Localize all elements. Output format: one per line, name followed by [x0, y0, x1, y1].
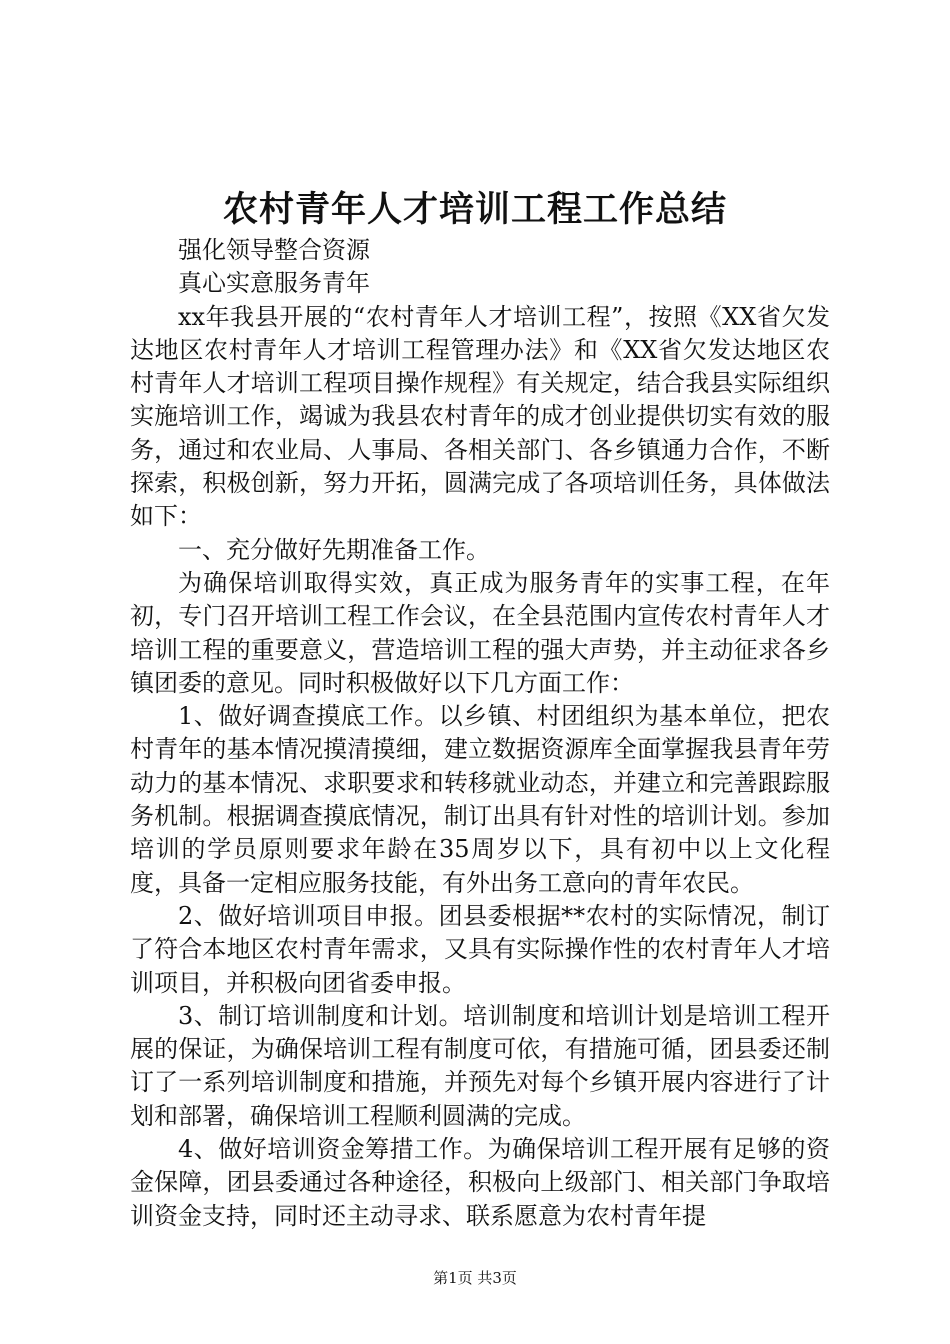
paragraph-preparation: 为确保培训取得实效，真正成为服务青年的实事工程，在年初，专门召开培训工程工作会议，在全县范围内宣传农村青年人才培训工程的重要意义，营造培训工程的强大声势，并主动征求各乡镇团委的意见。同时积极做好以下几方面工作：: [130, 568, 830, 697]
paragraph-item-3: 3、制订培训制度和计划。培训制度和培训计划是培训工程开展的保证，为确保培训工程有制度可依，有措施可循，团县委还制订了一系列培训制度和措施，并预先对每个乡镇开展内容进行了计划和部署，确保培训工程顺利圆满的完成。: [130, 1001, 830, 1130]
subheading-1: 强化领导整合资源: [178, 236, 370, 264]
document-body: [130, 234, 830, 1233]
section-heading-1: 一、充分做好先期准备工作。: [178, 535, 490, 564]
paragraph-item-1: 1、做好调查摸底工作。以乡镇、村团组织为基本单位，把农村青年的基本情况摸清摸细，建立数据资源库全面掌握我县青年劳动力的基本情况、求职要求和转移就业动态，并建立和完善跟踪服务机制。根据调查摸底情况，制订出具有针对性的培训计划。参加培训的学员原则要求年龄在35周岁以下，具有初中以上文化程度，具备一定相应服务技能，有外出务工意向的青年农民。: [130, 702, 830, 897]
page-number: 第1页 共3页: [433, 1269, 517, 1287]
subheading-2: 真心实意服务青年: [178, 269, 370, 298]
document-title: 农村青年人才培训工程工作总结: [222, 189, 727, 230]
paragraph-intro: xx年我县开展的“农村青年人才培训工程”，按照《XX省欠发达地区农村青年人才培训工程管理办法》和《XX省欠发达地区农村青年人才培训工程项目操作规程》有关规定，结合我县实际组织实施培训工作，竭诚为我县农村青年的成才创业提供切实有效的服务，通过和农业局、人事局、各相关部门、各乡镇通力合作，不断探索，积极创新，努力开拓，圆满完成了各项培训任务，具体做法如下：: [130, 302, 830, 531]
paragraph-item-2: 2、做好培训项目申报。团县委根据**农村的实际情况，制订了符合本地区农村青年需求，又具有实际操作性的农村青年人才培训项目，并积极向团省委申报。: [130, 901, 830, 997]
paragraph-item-4: 4、做好培训资金筹措工作。为确保培训工程开展有足够的资金保障，团县委通过各种途径，积极向上级部门、相关部门争取培训资金支持，同时还主动寻求、联系愿意为农村青年提: [130, 1135, 830, 1230]
